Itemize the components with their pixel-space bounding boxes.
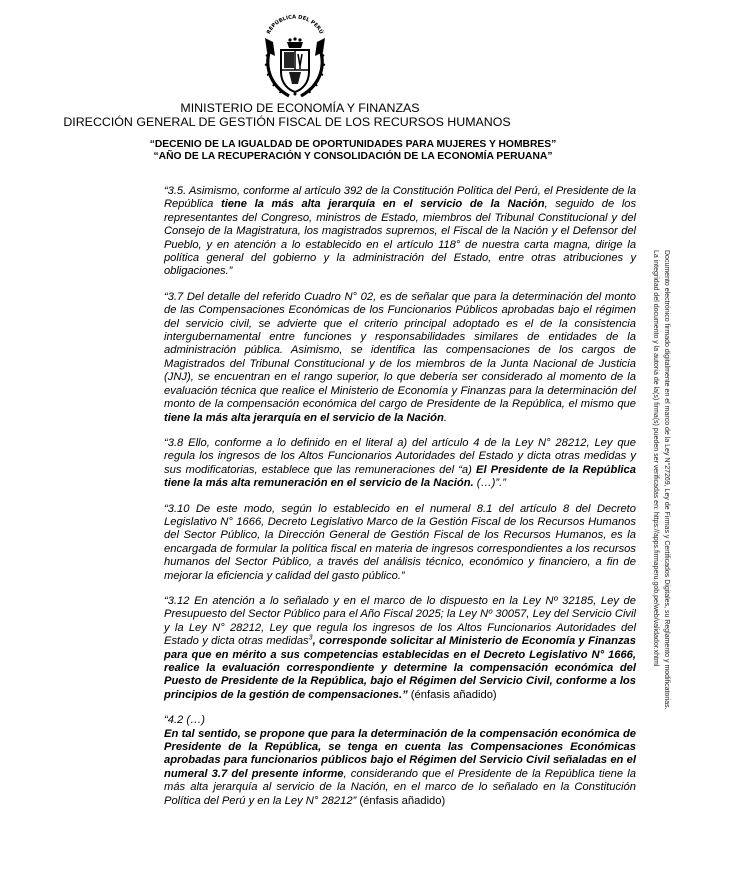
footnote-ref: 3 [308,634,313,642]
text-run: “3.12 En atención a lo señalado y en el marco de lo dispuesto en la Ley Nº 32185, Ley de Presupuesto del Sector Público para el Año Fiscal 2025; la Ley Nº 30057, Ley del Servicio Civil y la Ley N° 28212, Ley que regula los ingresos de los Altos Funcionarios Autoridades del Estado y dicta otras medidas [164,594,636,648]
paragraph-heading: “4.2 (…) [164,714,206,727]
paragraph-3-10 [164,503,636,583]
emphasis-note: (énfasis añadido) [407,688,497,701]
emphasis-note: (énfasis añadido) [356,794,446,807]
text-run: “3.7 Del detalle del referido Cuadro N° 02, es de señalar que para la determinación del monto de las Compensaciones Económicas de los Funcionarios Públicos aprobadas bajo el régimen del servicio civil, se advierte que el criterio principal adoptado es el de la consistencia intergubernamental entre funciones y responsabilidades similares de entidades de la administración pública. Asimismo, se identifica las compensaciones de los cargos de Magistrados del Tribunal Constitucional y de los miembros de la Junta Nacional de Justicia (JNJ), se encuentran en el rango superior, lo que debería ser considerado al momento de la evaluación técnica que realice el Ministerio de Economía y Finanzas para la determinación del monto de la compensación económica del cargo de Presidente de la República, el mismo que [164,290,636,411]
text-run: . [443,411,447,424]
text-run: (…)”.” [473,477,506,490]
crest-label: REPÚBLICA DEL PERÚ [265,14,325,36]
paragraph-3-5 [164,185,636,279]
text-run: “3.10 De este modo, según lo establecido en el numeral 8.1 del artículo 8 del Decreto Legislativo N° 1666, Decreto Legislativo Marco de la Gestión Fiscal de los Recursos Humanos del Sector Público, la Dirección General de Gestión Fiscal de los Recursos Humanos, es la encargada de formular la política fiscal en materia de ingresos correspondientes a los recursos humanos del Sector Público, a través del análisis técnico, económico y financiero, a fin de mejorar la eficiencia y calidad del gasto público.” [164,502,636,582]
decenio-title: “DECENIO DE LA IGUALDAD DE OPORTUNIDADES PARA MUJERES Y HOMBRES” [149,139,557,150]
text-run: “3.8 Ello, conforme a lo definido en el literal a) del artículo 4 de la Ley N° 28212, Ley que regula los ingresos de los Altos Funcionarios Autoridades del Estado y dicta otras medidas y sus modificatorias, establece que las remuneraciones del “a) [164,436,636,476]
text-run: “3.5. Asimismo, conforme al artículo 392 de la Constitución Política del Perú, el Presidente de la República [164,185,636,211]
ministry-name: MINISTERIO DE ECONOMÍA Y FINANZAS [180,101,420,115]
signature-note-line-2: La integridad del documento y la autoría de la(s) firma(s) pueden ser verificadas en: https://apps.firmaperu.gob.pe/web/validador.xhtml [652,250,659,667]
signature-note-line-1: Documento electrónico firmado digitalmente en el marco de la Ley N°27269, Ley de Firmas y Certificados Digitales, su Reglamento y modificatorias. [663,250,670,710]
paragraph-4-2 [164,714,636,808]
emphasis-run: tiene la más alta jerarquía en el servicio de la Nación [164,411,444,424]
emphasis-run: El Presidente de la República tiene la más alta remuneración en el servicio de la Nación. [164,463,636,490]
emphasis-run: , corresponde solicitar al Ministerio de Economía y Finanzas para que en mérito a sus competencias establecidas en el Decreto Legislativo N° 1666, realice la evaluación correspondiente y determine la compensación económica del Puesto de Presidente de la República, bajo el Régimen del Servicio Civil, conforme a los principios de la gestión de compensaciones.” [164,635,636,701]
paragraph-3-8 [164,437,636,491]
text-run: , seguido de los representantes del Congreso, ministros de Estado, miembros del Tribunal Constitucional y del Consejo de la Magistratura, los magistrados supremos, el Fiscal de la Nación y el Defensor del Pueblo, y en atención a lo establecido en el artículo 118° de nuestra carta magna, dirige la política general del gobierno y la administración del Estado, entre otras atribuciones y obligaciones.” [164,198,636,278]
emphasis-run: En tal sentido, se propone que para la determinación de la compensación económica de Presidente de la República, se tenga en cuenta las Compensaciones Económicas aprobadas para funcionarios públicos bajo el Régimen del Servicio Civil señaladas en el numeral 3.7 del presente informe [164,727,636,780]
paragraph-3-12 [164,595,636,702]
text-run: , considerando que el Presidente de la República tiene la más alta jerarquía al servicio de la Nación, en el marco de lo señalado en la Constitución Política del Perú y en la Ley N° 28212” [164,767,636,807]
anio-title: “AÑO DE LA RECUPERACIÓN Y CONSOLIDACIÓN DE LA ECONOMÍA PERUANA” [153,151,553,162]
emphasis-run: tiene la más alta jerarquía en el servicio de la Nación [221,198,545,211]
digital-signature-note [632,240,672,820]
coat-of-arms-logo [259,12,331,104]
document-body [164,185,636,820]
paragraph-3-7 [164,291,636,425]
direction-name: DIRECCIÓN GENERAL DE GESTIÓN FISCAL DE LOS RECURSOS HUMANOS [63,115,511,129]
svg-text:REPÚBLICA DEL PERÚ [266,14,325,35]
